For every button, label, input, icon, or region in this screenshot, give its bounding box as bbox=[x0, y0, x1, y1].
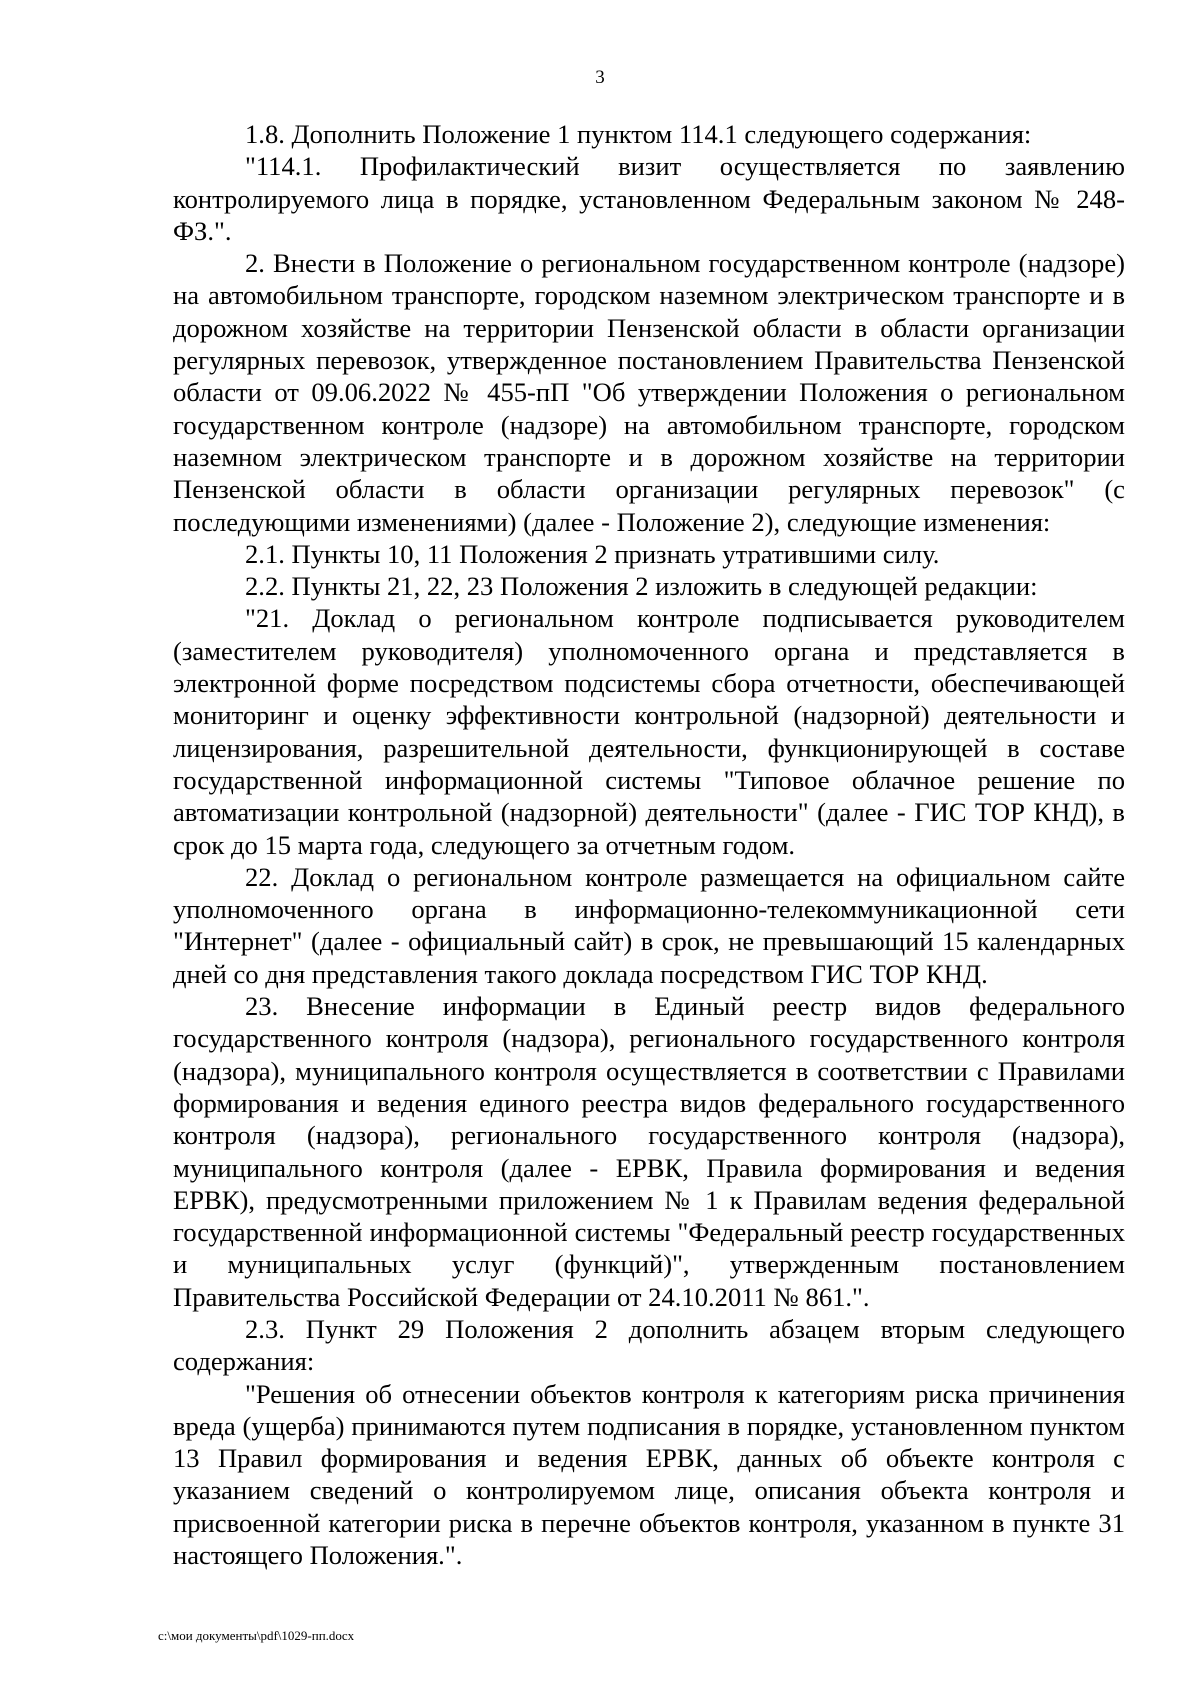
paragraph: 2.1. Пункты 10, 11 Положения 2 признать утратившими силу. bbox=[245, 538, 940, 569]
paragraph: "114.1. Профилактический визит осуществляется по заявлению контролируемого лица в порядке, установленном Федеральным законом № 248-ФЗ.". bbox=[173, 151, 1125, 246]
paragraph: 2.3. Пункт 29 Положения 2 дополнить абзацем вторым следующего содержания: bbox=[173, 1313, 1125, 1377]
document-body bbox=[173, 118, 1125, 1571]
footer-file-path: c:\мои документы\pdf\1029-пп.docx bbox=[158, 1628, 355, 1643]
paragraph: "21. Доклад о региональном контроле подписывается руководителем (заместителем руководителя) уполномоченного органа и представляется в электронной форме посредством подсистемы сбора отчетности, обеспечивающей мониторинг и оценку эффективности контрольной (надзорной) деятельности и лицензирования, разрешительной деятельности, функционирующей в составе государственной информационной системы "Типовое облачное решение по автоматизации контрольной (надзорной) деятельности" (далее - ГИС ТОР КНД), в срок до 15 марта года, следующего за отчетным годом. bbox=[173, 603, 1125, 860]
page-number: 3 bbox=[595, 67, 605, 88]
paragraph: 23. Внесение информации в Единый реестр видов федерального государственного контроля (надзора), регионального государственного контроля (надзора), муниципального контроля осуществляется в соответствии с Правилами формирования и ведения единого реестра видов федерального государственного контроля (надзора), регионального государственного контроля (надзора), муниципального контроля (далее - ЕРВК, Правила формирования и ведения ЕРВК), предусмотренными приложением № 1 к Правилам ведения федеральной государственной информационной системы "Федеральный реестр государственных и муниципальных услуг (функций)", утвержденным постановлением Правительства Российской Федерации от 24.10.2011 № 861.". bbox=[173, 991, 1125, 1312]
paragraph: 22. Доклад о региональном контроле размещается на официальном сайте уполномоченного органа в информационно-телекоммуникационной сети "Интернет" (далее - официальный сайт) в срок, не превышающий 15 календарных дней со дня представления такого доклада посредством ГИС ТОР КНД. bbox=[173, 861, 1125, 989]
paragraph: "Решения об отнесении объектов контроля к категориям риска причинения вреда (ущерба) принимаются путем подписания в порядке, установленном пунктом 13 Правил формирования и ведения ЕРВК, данных об объекте контроля с указанием сведений о контролируемом лице, описания объекта контроля и присвоенной категории риска в перечне объектов контроля, указанном в пункте 31 настоящего Положения.". bbox=[173, 1378, 1125, 1571]
paragraph: 2.2. Пункты 21, 22, 23 Положения 2 изложить в следующей редакции: bbox=[245, 571, 1038, 602]
paragraph: 1.8. Дополнить Положение 1 пунктом 114.1 следующего содержания: bbox=[245, 119, 1032, 149]
paragraph: 2. Внести в Положение о региональном государственном контроле (надзоре) на автомобильном транспорте, городском наземном электрическом транспорте и в дорожном хозяйстве на территории Пензенской области в области организации регулярных перевозок, утвержденное постановлением Правительства Пензенской области от 09.06.2022 № 455-пП "Об утверждении Положения о региональном государственном контроле (надзоре) на автомобильном транспорте, городском наземном электрическом транспорте и в дорожном хозяйстве на территории Пензенской области в области организации регулярных перевозок" (с последующими изменениями) (далее - Положение 2), следующие изменения: bbox=[173, 248, 1125, 537]
